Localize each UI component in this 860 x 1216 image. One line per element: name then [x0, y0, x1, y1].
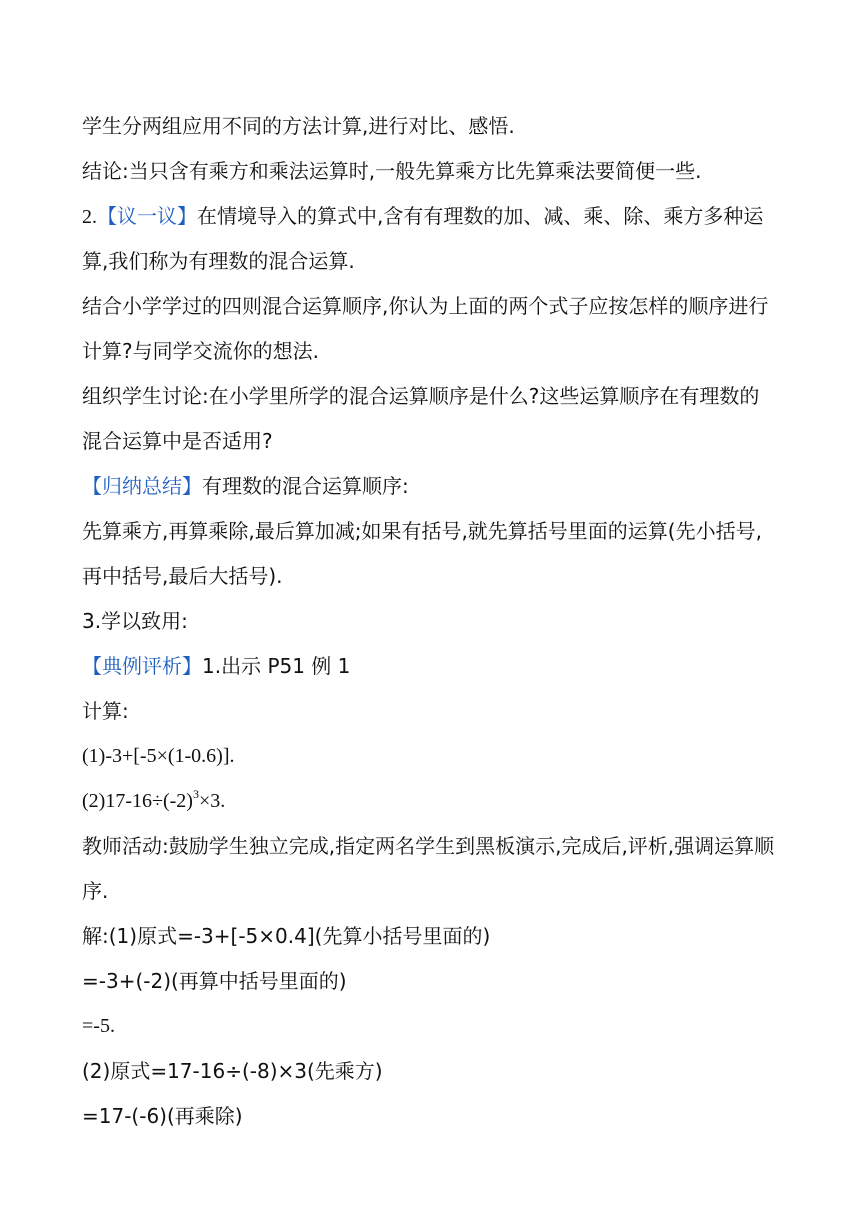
item-number: 2.	[82, 206, 97, 228]
solution-line: 解:(1)原式=-3+[-5×0.4](先算小括号里面的)	[82, 924, 491, 948]
text-line: 先算乘方,再算乘除,最后算加减;如果有括号,就先算括号里面的运算(先小括号,	[82, 519, 762, 543]
exponent: 3	[192, 787, 199, 801]
text-line: 计算?与同学交流你的想法.	[82, 339, 319, 363]
solution-line: =17-(-6)(再乘除)	[82, 1104, 243, 1128]
discuss-tag: 【议一议】	[97, 204, 197, 228]
example-tag: 【典例评析】	[82, 654, 202, 678]
text-line: 再中括号,最后大括号).	[82, 564, 283, 588]
text-line: 组织学生讨论:在小学里所学的混合运算顺序是什么?这些运算顺序在有理数的	[82, 384, 760, 408]
expression-line	[82, 787, 225, 815]
expression-pre: (2)17-16÷(-2)	[82, 790, 193, 812]
summary-line	[82, 472, 409, 500]
text-line: 算,我们称为有理数的混合运算.	[82, 249, 355, 273]
expression-post: ×3.	[198, 790, 226, 812]
text-line: 学生分两组应用不同的方法计算,进行对比、感悟.	[82, 114, 515, 138]
summary-tag: 【归纳总结】	[82, 474, 202, 498]
solution-line: =-5.	[82, 1015, 115, 1037]
text-line: 混合运算中是否适用?	[82, 429, 273, 453]
expression-line: (1)-3+[-5×(1-0.6)].	[82, 745, 235, 767]
conclusion-line: 结论:当只含有乘方和乘法运算时,一般先算乘方比先算乘法要简便一些.	[82, 159, 702, 183]
example-text: 1.出示 P51 例 1	[202, 654, 351, 678]
discuss-text: 在情境导入的算式中,含有有理数的加、减、乘、除、乘方多种运	[197, 204, 764, 228]
solution-line: =-3+(-2)(再算中括号里面的)	[82, 969, 347, 993]
discuss-line	[82, 202, 763, 231]
summary-text: 有理数的混合运算顺序:	[202, 474, 409, 498]
text-line: 结合小学学过的四则混合运算顺序,你认为上面的两个式子应按怎样的顺序进行	[82, 294, 769, 318]
text-line: 计算:	[82, 699, 129, 723]
example-line	[82, 652, 350, 680]
solution-line: (2)原式=17-16÷(-8)×3(先乘方)	[82, 1059, 383, 1083]
section-heading: 3.学以致用:	[82, 609, 188, 633]
text-line: 教师活动:鼓励学生独立完成,指定两名学生到黑板演示,完成后,评析,强调运算顺	[82, 834, 775, 858]
text-line: 序.	[82, 879, 109, 903]
